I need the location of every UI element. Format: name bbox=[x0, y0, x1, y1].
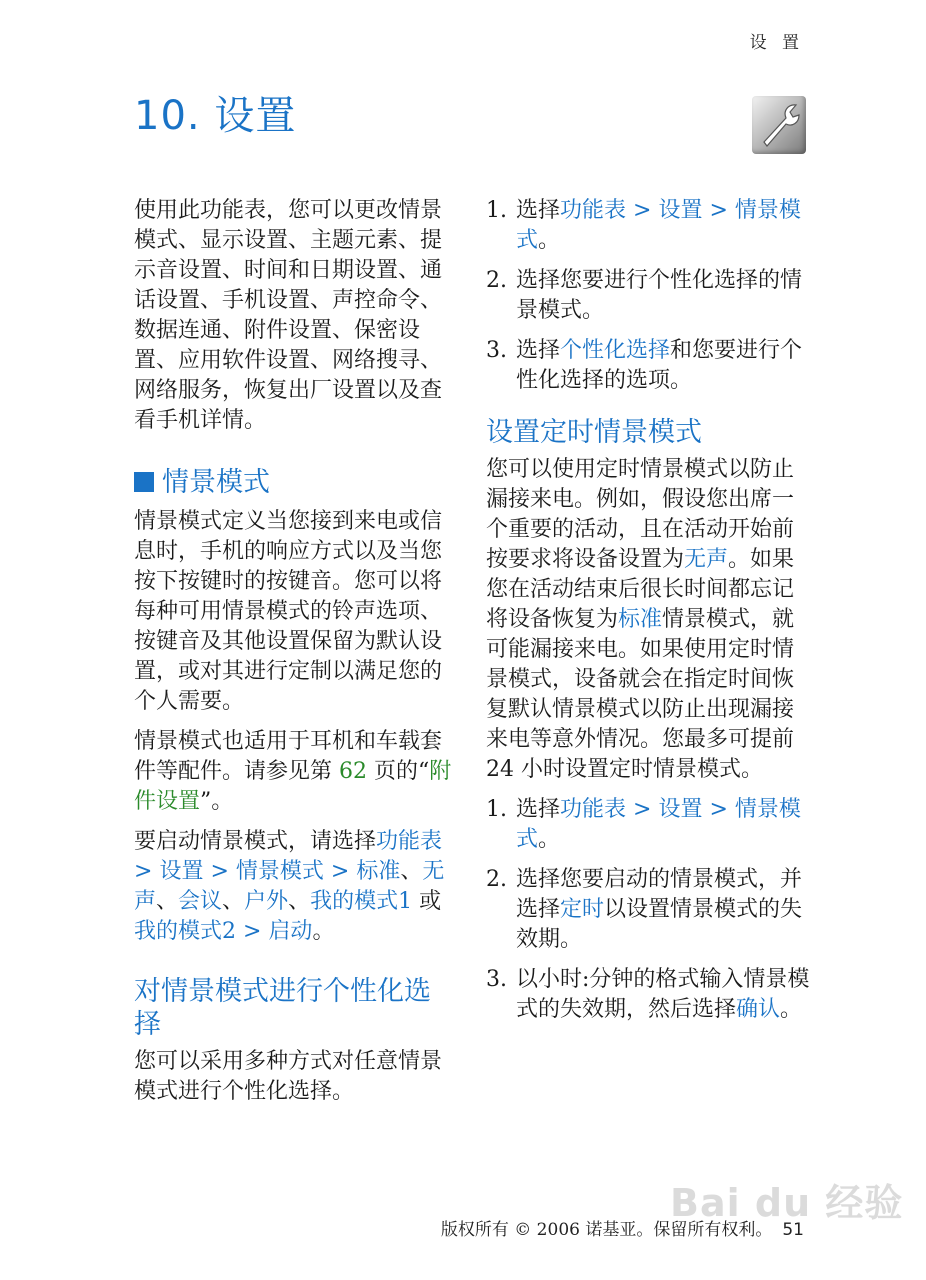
menu-link[interactable]: 功能表 bbox=[560, 198, 627, 223]
accessory-settings-link[interactable]: 附件设置 bbox=[134, 759, 452, 814]
page-number: 51 bbox=[782, 1220, 804, 1240]
menu-link[interactable]: 功能表 bbox=[376, 829, 443, 854]
profiles-paragraph-2: 情景模式也适用于耳机和车载套件等配件。请参见第 62 页的“附件设置”。 bbox=[134, 729, 452, 814]
profiles-link[interactable]: 情景模式 bbox=[516, 797, 801, 852]
list-item: 3. 以小时:分钟的格式输入情景模式的失效期，然后选择确认。 bbox=[486, 967, 810, 1022]
intro-paragraph: 使用此功能表，您可以更改情景模式、显示设置、主题元素、提示音设置、时间和日期设置、通话设置、手机设置、声控命令、数据连通、附件设置、保密设置、应用软件设置、网络搜寻、网络服务，恢复出厂设置以及查看手机详情。 bbox=[134, 198, 443, 433]
section-heading-personalize: 对情景模式进行个性化选择 bbox=[134, 976, 431, 1040]
settings-link[interactable]: 设置 bbox=[159, 859, 204, 884]
square-bullet-icon bbox=[134, 472, 154, 492]
list-item: 3. 选择个性化选择和您要进行个性化选择的选项。 bbox=[486, 338, 803, 393]
footer bbox=[441, 1215, 804, 1240]
list-item: 2. 选择您要进行个性化选择的情景模式。 bbox=[486, 268, 803, 323]
settings-link[interactable]: 设置 bbox=[658, 797, 703, 822]
my-style-1-link[interactable]: 我的模式1 bbox=[310, 889, 413, 914]
personalize-link[interactable]: 个性化选择 bbox=[560, 338, 671, 363]
profiles-paragraph-1: 情景模式定义当您接到来电或信息时，手机的响应方式以及当您按下按键时的按键音。您可以将每种可用情景模式的铃声选项、按键音及其他设置保留为默认设置，或对其进行定制以满足您的个人需要。 bbox=[134, 509, 443, 714]
profiles-link[interactable]: 情景模式 bbox=[516, 198, 801, 253]
section-heading-timed: 设置定时情景模式 bbox=[486, 417, 702, 448]
copyright-text: 版权所有 © 2006 诺基亚。保留所有权利。 bbox=[440, 1220, 773, 1240]
left-column bbox=[134, 196, 456, 1117]
menu-link[interactable]: 功能表 bbox=[560, 797, 627, 822]
page-reference: 62 bbox=[339, 759, 367, 784]
personalize-steps bbox=[486, 196, 812, 396]
standard-link[interactable]: 标准 bbox=[356, 859, 401, 884]
list-item: 1. 选择功能表 > 设置 > 情景模式。 bbox=[486, 797, 801, 852]
profiles-link[interactable]: 情景模式 bbox=[235, 859, 324, 884]
silent-link[interactable]: 无声 bbox=[134, 859, 445, 914]
right-column bbox=[486, 196, 812, 1035]
section-heading-profiles: 情景模式 bbox=[134, 466, 456, 499]
confirm-link[interactable]: 确认 bbox=[736, 997, 781, 1022]
list-item: 1. 选择功能表 > 设置 > 情景模式。 bbox=[486, 198, 801, 253]
profiles-paragraph-3: 要启动情景模式，请选择功能表 > 设置 > 情景模式 > 标准、无声、会议、户外、我的模式1 或我的模式2 > 启动。 bbox=[134, 829, 445, 944]
timed-steps bbox=[486, 795, 812, 1025]
running-head: 设 置 bbox=[749, 33, 804, 53]
my-style-2-link[interactable]: 我的模式2 bbox=[134, 919, 236, 944]
silent-link[interactable]: 无声 bbox=[684, 547, 729, 572]
activate-link[interactable]: 启动 bbox=[268, 919, 313, 944]
personalize-paragraph: 您可以采用多种方式对任意情景模式进行个性化选择。 bbox=[134, 1049, 443, 1104]
outdoor-link[interactable]: 户外 bbox=[244, 889, 289, 914]
wrench-icon bbox=[752, 96, 806, 154]
chapter-title: 10. 设置 bbox=[134, 93, 297, 139]
timed-link[interactable]: 定时 bbox=[560, 897, 605, 922]
list-item: 2. 选择您要启动的情景模式，并选择定时以设置情景模式的失效期。 bbox=[486, 867, 803, 952]
standard-link[interactable]: 标准 bbox=[618, 607, 663, 632]
baidu-watermark: Bai du 经验 bbox=[670, 1181, 904, 1225]
timed-paragraph: 您可以使用定时情景模式以防止漏接来电。例如，假设您出席一个重要的活动，且在活动开始前按要求将设备设置为无声。如果您在活动结束后很长时间都忘记将设备恢复为标准情景模式，就可能漏接来电。如果使用定时情景模式，设备就会在指定时间恢复默认情景模式以防止出现漏接来电等意外情况。您最多可提前 24 小时设置定时情景模式。 bbox=[486, 457, 795, 782]
settings-link[interactable]: 设置 bbox=[658, 198, 703, 223]
meeting-link[interactable]: 会议 bbox=[178, 889, 223, 914]
